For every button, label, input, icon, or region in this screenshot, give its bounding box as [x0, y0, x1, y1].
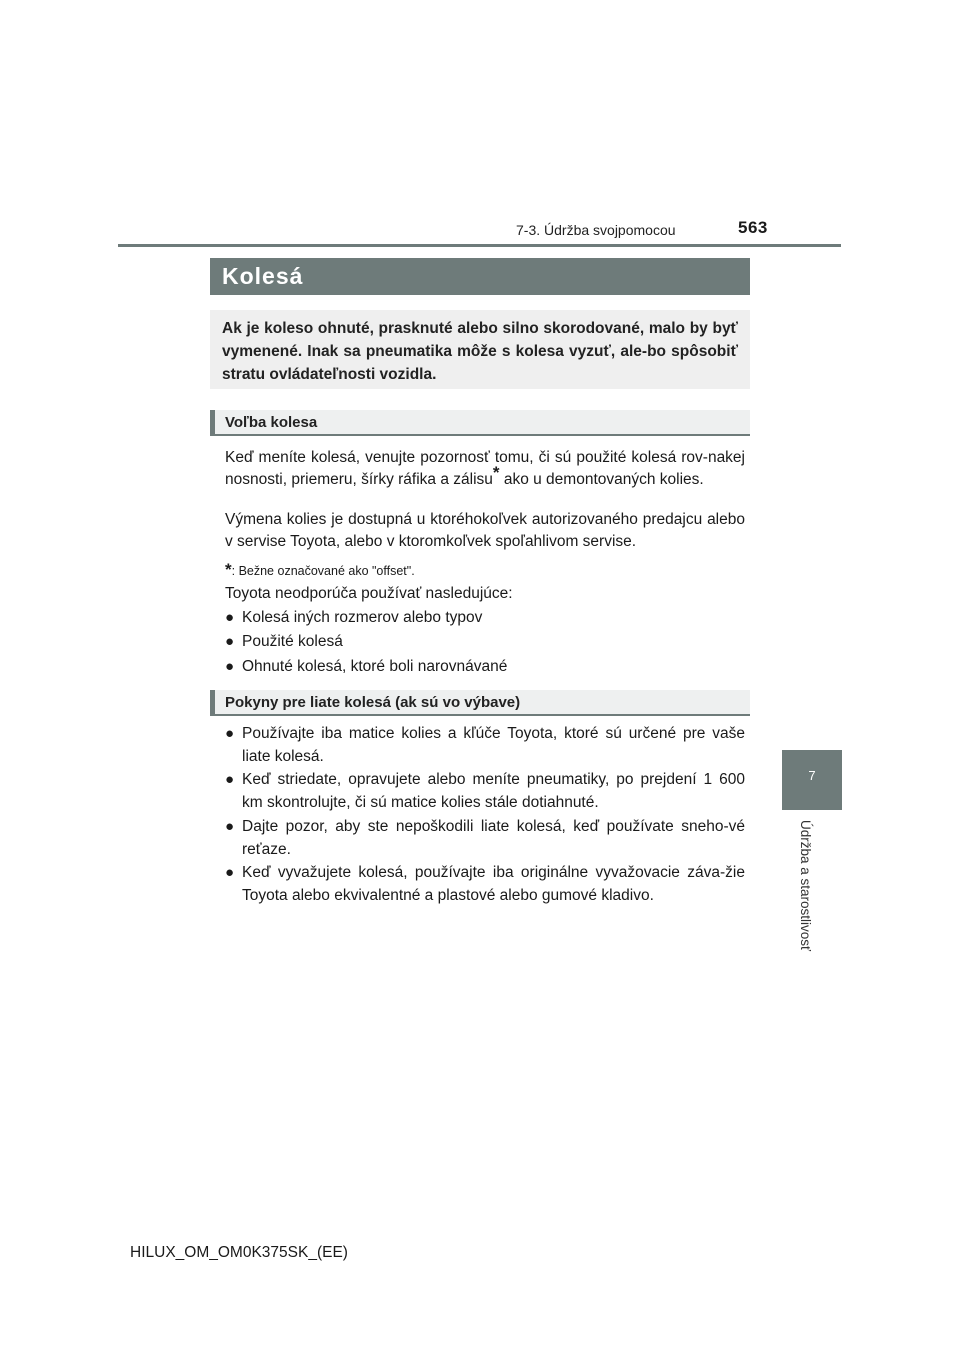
intro-text: Ak je koleso ohnuté, prasknuté alebo silno skorodované, malo by byť vymenené. Inak sa pneumatika môže s kolesa vyzuť, ale-bo spôsobiť stratu ovládateľnosti vozidla.: [222, 320, 738, 383]
footnote-star: *: [225, 560, 232, 579]
list-item-text: Kolesá iných rozmerov alebo typov: [242, 609, 483, 626]
footnote-text: : Bežne označované ako "offset".: [231, 564, 415, 578]
title-bar: [210, 258, 750, 295]
bullet-icon: ●: [225, 609, 235, 626]
list-item: [225, 768, 745, 814]
page-number: 563: [738, 218, 768, 237]
bullet-icon: ●: [225, 864, 235, 881]
subheading-wheel-choice: [210, 410, 750, 436]
chapter-tab-label: Údržba a starostlivosť: [798, 820, 813, 952]
bullet-icon: ●: [225, 633, 235, 650]
wheel-choice-paragraph-2: Výmena kolies je dostupná u ktoréhokoľvek autorizovaného predajcu alebo v servise Toyota, alebo v ktoromkoľvek spoľahlivom servise.: [225, 511, 745, 550]
bullet-icon: ●: [225, 725, 235, 742]
bullet-icon: ●: [225, 771, 235, 788]
list-item-text: Použité kolesá: [242, 633, 343, 650]
footnote-marker: *: [492, 462, 500, 482]
list-item: [225, 815, 745, 861]
subheading-alloy-wheels-label: Pokyny pre liate kolesá (ak sú vo výbave): [225, 694, 521, 711]
page-title: Kolesá: [222, 263, 304, 289]
bullet-icon: ●: [225, 658, 235, 675]
list-item-text: Keď striedate, opravujete alebo meníte pneumatiky, po prejdení 1 600 km skontrolujte, či sú matice kolies stále dotiahnuté.: [242, 771, 745, 811]
list-item-text: Dajte pozor, aby ste nepoškodili liate kolesá, keď používate sneho-vé reťaze.: [242, 818, 745, 858]
list-item: [225, 861, 745, 907]
list-item-text: Keď vyvažujete kolesá, používajte iba originálne vyvažovacie záva-žie Toyota alebo ekvivalentné a plastové alebo gumové kladivo.: [242, 864, 745, 904]
section-path: 7-3. Údržba svojpomocou: [516, 222, 676, 238]
intro-box: [210, 310, 750, 389]
wheel-choice-paragraph-1: [225, 447, 745, 491]
bullet-icon: ●: [225, 818, 235, 835]
paragraph-1-text-b: ako u demontovaných kolies.: [499, 471, 704, 488]
paragraph-1-text-a: Keď meníte kolesá, venujte pozornosť tomu, či sú použité kolesá rov-nakej nosnosti, priemeru, šírky ráfika a zálisu: [225, 449, 745, 488]
list-item: [225, 655, 745, 678]
list-intro: Toyota neodporúča používať nasledujúce:: [225, 585, 513, 602]
list-item: [225, 606, 745, 629]
chapter-tab: [782, 750, 842, 810]
list-item: [225, 630, 745, 653]
subheading-alloy-wheels: [210, 690, 750, 716]
chapter-tab-number: 7: [808, 768, 816, 783]
subheading-wheel-choice-label: Voľba kolesa: [225, 414, 318, 431]
list-item-text: Ohnuté kolesá, ktoré boli narovnávané: [242, 658, 508, 675]
footer-document-id: HILUX_OM_OM0K375SK_(EE): [130, 1244, 348, 1261]
list-item-text: Používajte iba matice kolies a kľúče Toyota, ktoré sú určené pre vaše liate kolesá.: [242, 725, 745, 765]
footnote: [225, 560, 415, 580]
header-rule: [118, 244, 841, 247]
list-item: [225, 722, 745, 768]
